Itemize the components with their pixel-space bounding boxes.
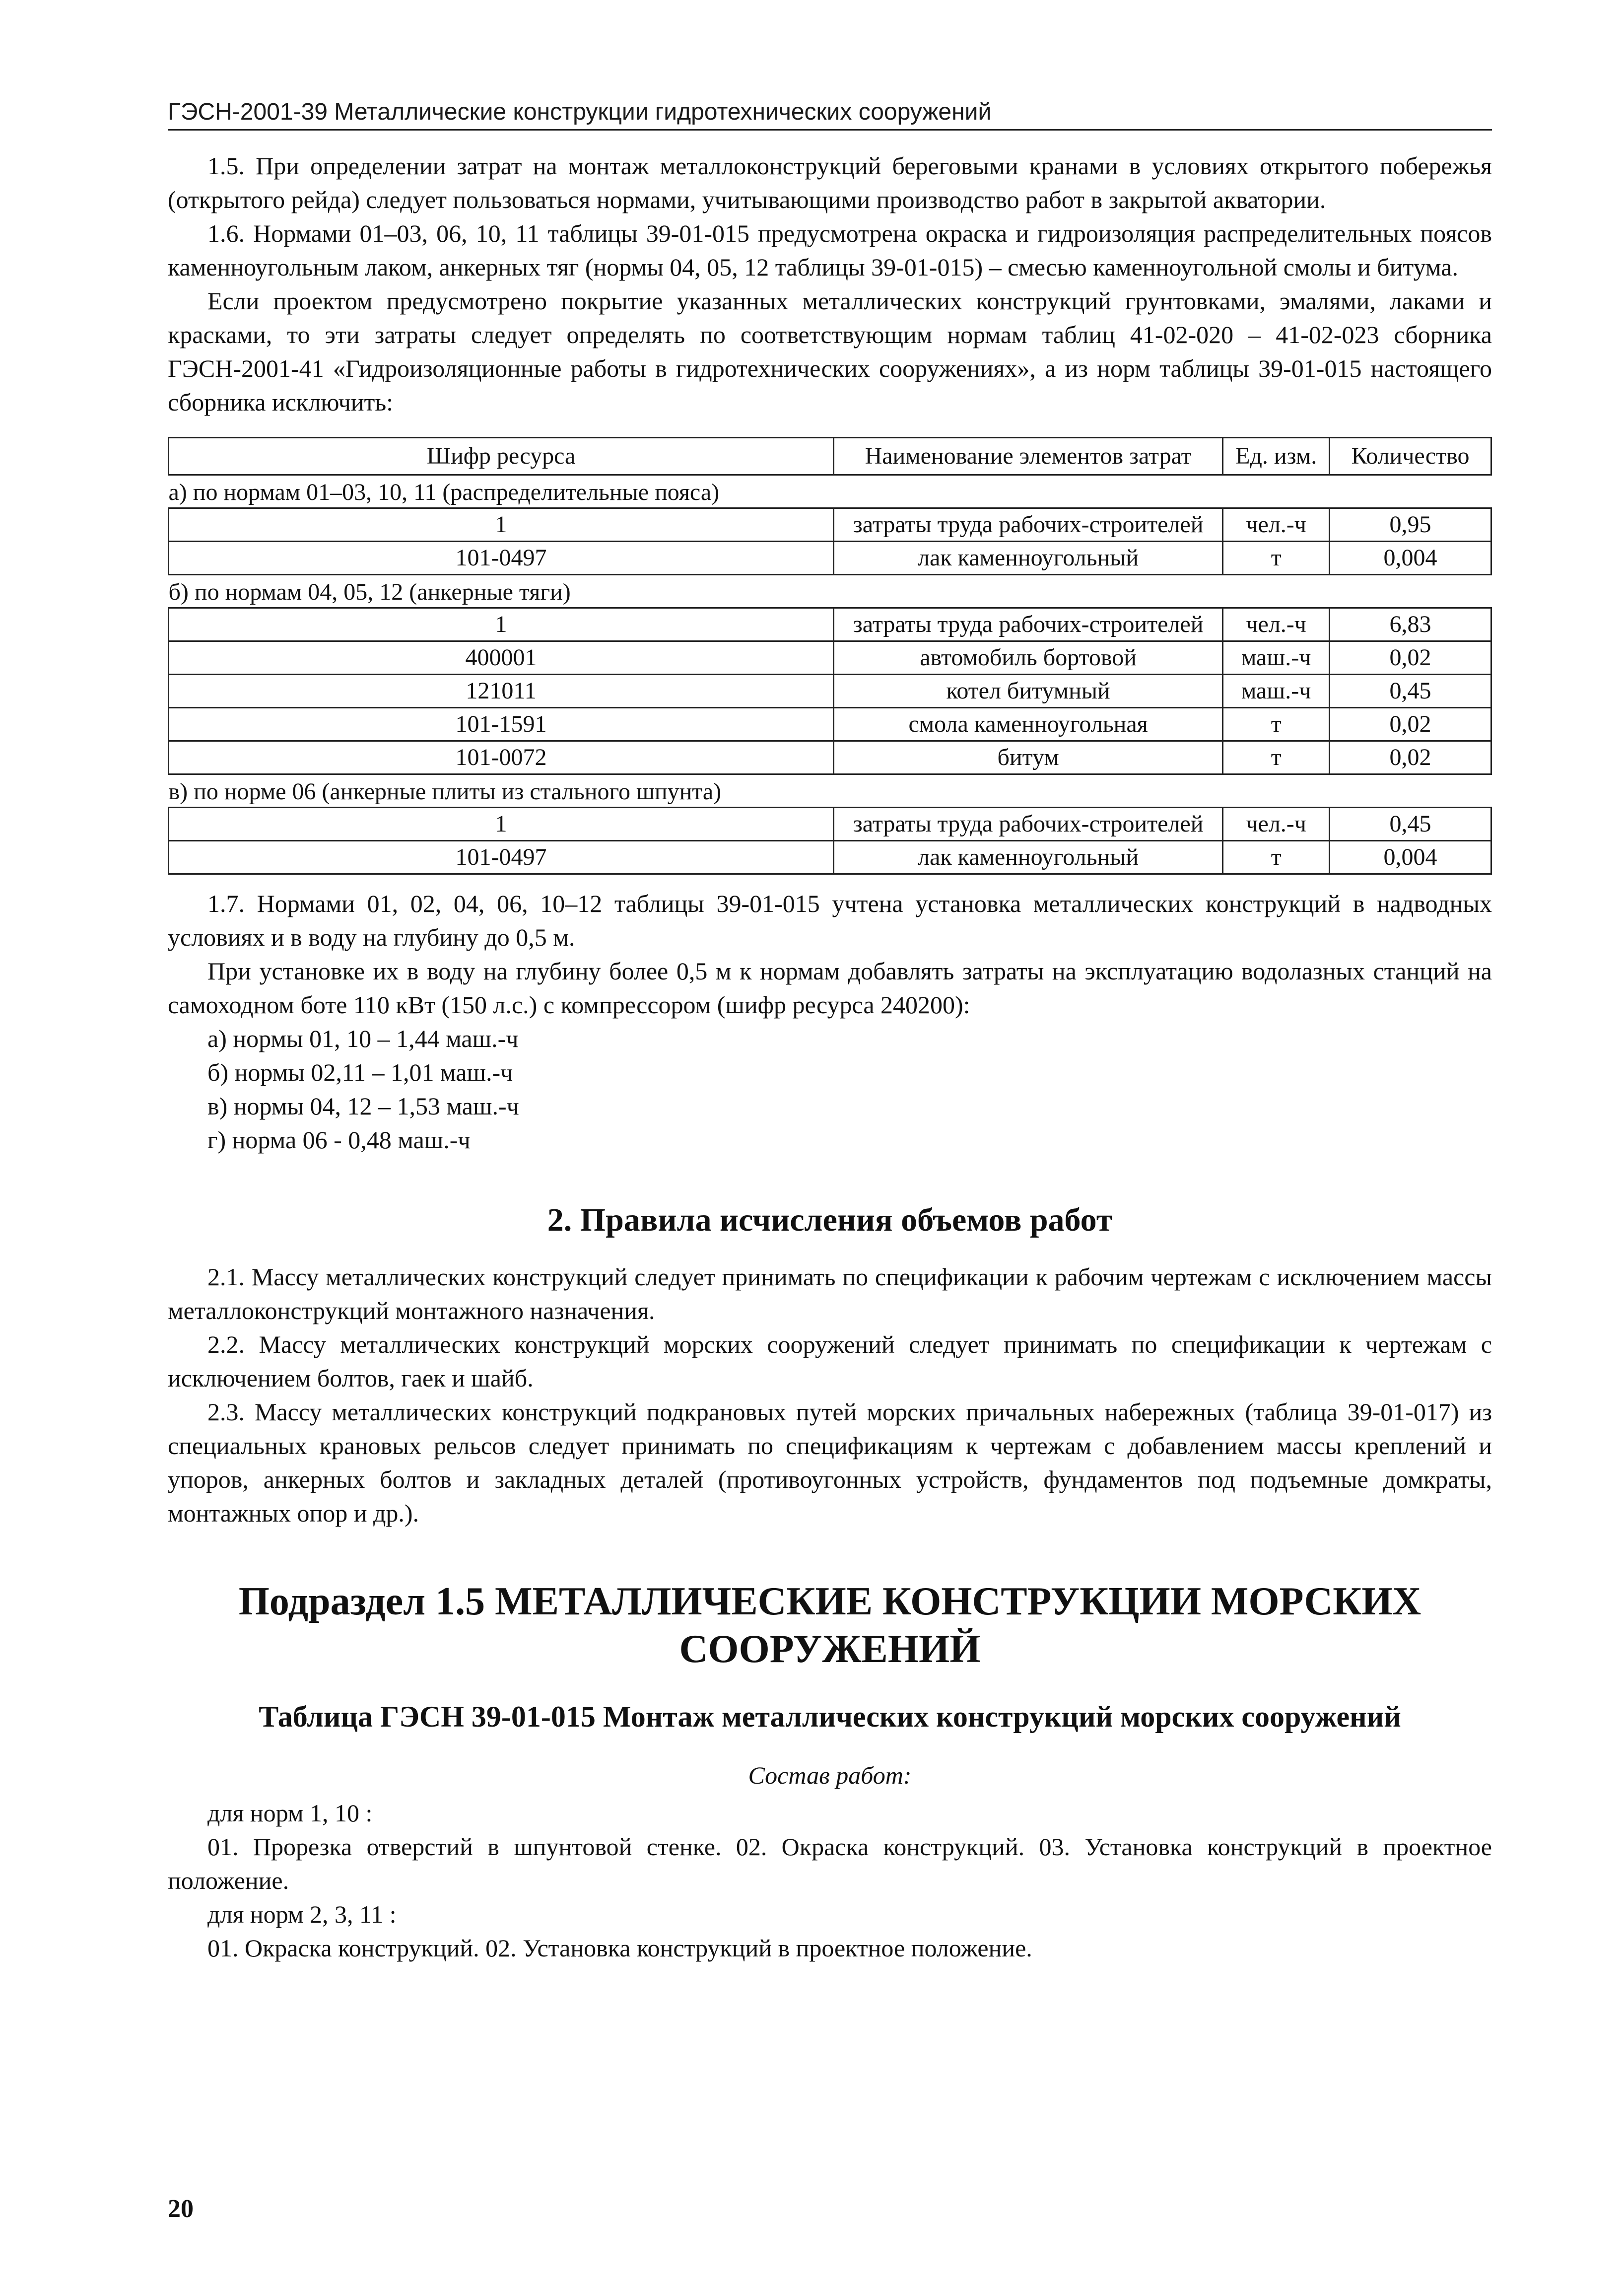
header-code: Шифр ресурса [169, 438, 834, 475]
table-row [169, 808, 1491, 841]
table-cell-code: 101-1591 [169, 708, 834, 741]
table-cell-qty: 0,02 [1330, 641, 1491, 675]
table-cell-unit: маш.-ч [1223, 675, 1330, 708]
paragraph-2-3: 2.3. Массу металлических конструкций подкрановых путей морских причальных набережных (таблица 39-01-017) из специальных крановых рельсов следует принимать по спецификациям к чертежам с добавлением массы креплений и упоров, анкерных болтов и закладных деталей (противоугонных устройств, фундаментов под подъемные домкраты, монтажных опор и др.). [168, 1398, 1492, 1527]
table-cell-qty: 0,02 [1330, 741, 1491, 774]
table-cell-unit: т [1223, 841, 1330, 874]
table-cell-code: 400001 [169, 641, 834, 675]
table-cell-name: автомобиль бортовой [833, 641, 1222, 675]
list-item: б) нормы 02,11 – 1,01 маш.-ч [207, 1058, 513, 1086]
header-name: Наименование элементов затрат [833, 438, 1222, 475]
subsection-title-line2: СООРУЖЕНИЙ [679, 1627, 981, 1671]
table-row [169, 675, 1491, 708]
running-header: ГЭСН-2001-39 Металлические конструкции гидротехнических сооружений [168, 97, 1492, 131]
table-cell-name: затраты труда рабочих-строителей [833, 808, 1222, 841]
table-cell-code: 1 [169, 808, 834, 841]
table-cell-name: котел битумный [833, 675, 1222, 708]
table-row [169, 608, 1491, 641]
table-cell-code: 1 [169, 608, 834, 641]
page-number: 20 [168, 2195, 194, 2223]
table-cell-name: затраты труда рабочих-строителей [833, 608, 1222, 641]
table-group-title: в) по норме 06 (анкерные плиты из стального шпунта) [168, 778, 722, 805]
table-row [169, 508, 1491, 542]
table-row [169, 841, 1491, 874]
paragraph-1-5: 1.5. При определении затрат на монтаж металлоконструкций береговыми кранами в условиях открытого побережья (открытого рейда) следует пользоваться нормами, учитывающими производство работ в закрытой акватории. [168, 152, 1492, 213]
table-cell-name: смола каменноугольная [833, 708, 1222, 741]
resource-table-wrapper [168, 437, 1492, 875]
works-text-a: 01. Прорезка отверстий в шпунтовой стенке. 02. Окраска конструкций. 03. Установка конструкций в проектное положение. [168, 1833, 1492, 1894]
table-cell-unit: т [1223, 741, 1330, 774]
works-norms-a: для норм 1, 10 : [207, 1799, 373, 1827]
header-qty: Количество [1330, 438, 1491, 475]
table-cell-code: 121011 [169, 675, 834, 708]
page-content [168, 149, 1492, 1965]
table-cell-qty: 6,83 [1330, 608, 1491, 641]
table-cell-name: лак каменноугольный [833, 542, 1222, 575]
table-cell-qty: 0,95 [1330, 508, 1491, 542]
works-label: Состав работ: [748, 1761, 912, 1789]
list-item: в) нормы 04, 12 – 1,53 маш.-ч [207, 1092, 519, 1120]
table-row [169, 708, 1491, 741]
table-title: Таблица ГЭСН 39-01-015 Монтаж металлических конструкций морских сооружений [259, 1700, 1401, 1733]
works-norms-b: для норм 2, 3, 11 : [207, 1900, 397, 1928]
table-row [169, 741, 1491, 774]
table-cell-unit: чел.-ч [1223, 608, 1330, 641]
table-cell-unit: т [1223, 542, 1330, 575]
subsection-title [168, 1578, 1492, 1673]
table-row [169, 542, 1491, 575]
table-cell-qty: 0,45 [1330, 808, 1491, 841]
table-cell-code: 101-0497 [169, 841, 834, 874]
paragraph-diving: При установке их в воду на глубину более 0,5 м к нормам добавлять затраты на эксплуатацию водолазных станций на самоходном боте 110 кВт (150 л.с.) с компрессором (шифр ресурса 240200): [168, 957, 1492, 1019]
list-item: г) норма 06 - 0,48 маш.-ч [207, 1126, 471, 1154]
section-2-title: 2. Правила исчисления объемов работ [547, 1202, 1113, 1238]
paragraph-1-7: 1.7. Нормами 01, 02, 04, 06, 10–12 таблицы 39-01-015 учтена установка металлических конструкций в надводных условиях и в воду на глубину до 0,5 м. [168, 890, 1492, 951]
subsection-title-line1: Подраздел 1.5 МЕТАЛЛИЧЕСКИЕ КОНСТРУКЦИИ МОРСКИХ [238, 1580, 1421, 1623]
table-cell-unit: т [1223, 708, 1330, 741]
table-cell-qty: 0,45 [1330, 675, 1491, 708]
table-cell-code: 101-0072 [169, 741, 834, 774]
header-unit: Ед. изм. [1223, 438, 1330, 475]
table-cell-qty: 0,004 [1330, 841, 1491, 874]
paragraph-2-1: 2.1. Массу металлических конструкций следует принимать по спецификации к рабочим чертежам с исключением массы металлоконструкций монтажного назначения. [168, 1263, 1492, 1324]
diving-norms-list [168, 1022, 1492, 1157]
resource-table [168, 437, 1492, 875]
table-cell-code: 1 [169, 508, 834, 542]
table-group-title: а) по нормам 01–03, 10, 11 (распределительные пояса) [168, 479, 720, 505]
resource-table-body [169, 475, 1491, 874]
table-group-row [169, 475, 1491, 508]
table-header-row [169, 438, 1491, 475]
paragraph-coatings: Если проектом предусмотрено покрытие указанных металлических конструкций грунтовками, эмалями, лаками и красками, то эти затраты следует определять по соответствующим нормам таблиц 41-02-020 – 41-02-023 сборника ГЭСН-2001-41 «Гидроизоляционные работы в гидротехнических сооружениях», а из норм таблицы 39-01-015 настоящего сборника исключить: [168, 287, 1492, 416]
table-group-row [169, 774, 1491, 808]
paragraph-2-2: 2.2. Массу металлических конструкций морских сооружений следует принимать по спецификации к чертежам с исключением болтов, гаек и шайб. [168, 1330, 1492, 1392]
works-text-b: 01. Окраска конструкций. 02. Установка конструкций в проектное положение. [207, 1934, 1032, 1962]
table-cell-unit: чел.-ч [1223, 808, 1330, 841]
table-cell-unit: маш.-ч [1223, 641, 1330, 675]
table-cell-name: лак каменноугольный [833, 841, 1222, 874]
paragraph-1-6: 1.6. Нормами 01–03, 06, 10, 11 таблицы 39-01-015 предусмотрена окраска и гидроизоляция распределительных поясов каменноугольным лаком, анкерных тяг (нормы 04, 05, 12 таблицы 39-01-015) – смесью каменноугольной смолы и битума. [168, 219, 1492, 281]
table-cell-name: затраты труда рабочих-строителей [833, 508, 1222, 542]
table-group-title: б) по нормам 04, 05, 12 (анкерные тяги) [168, 579, 571, 605]
table-cell-qty: 0,02 [1330, 708, 1491, 741]
table-cell-unit: чел.-ч [1223, 508, 1330, 542]
list-item: а) нормы 01, 10 – 1,44 маш.-ч [207, 1025, 519, 1052]
table-group-row [169, 575, 1491, 608]
table-row [169, 641, 1491, 675]
table-cell-qty: 0,004 [1330, 542, 1491, 575]
table-cell-name: битум [833, 741, 1222, 774]
table-cell-code: 101-0497 [169, 542, 834, 575]
